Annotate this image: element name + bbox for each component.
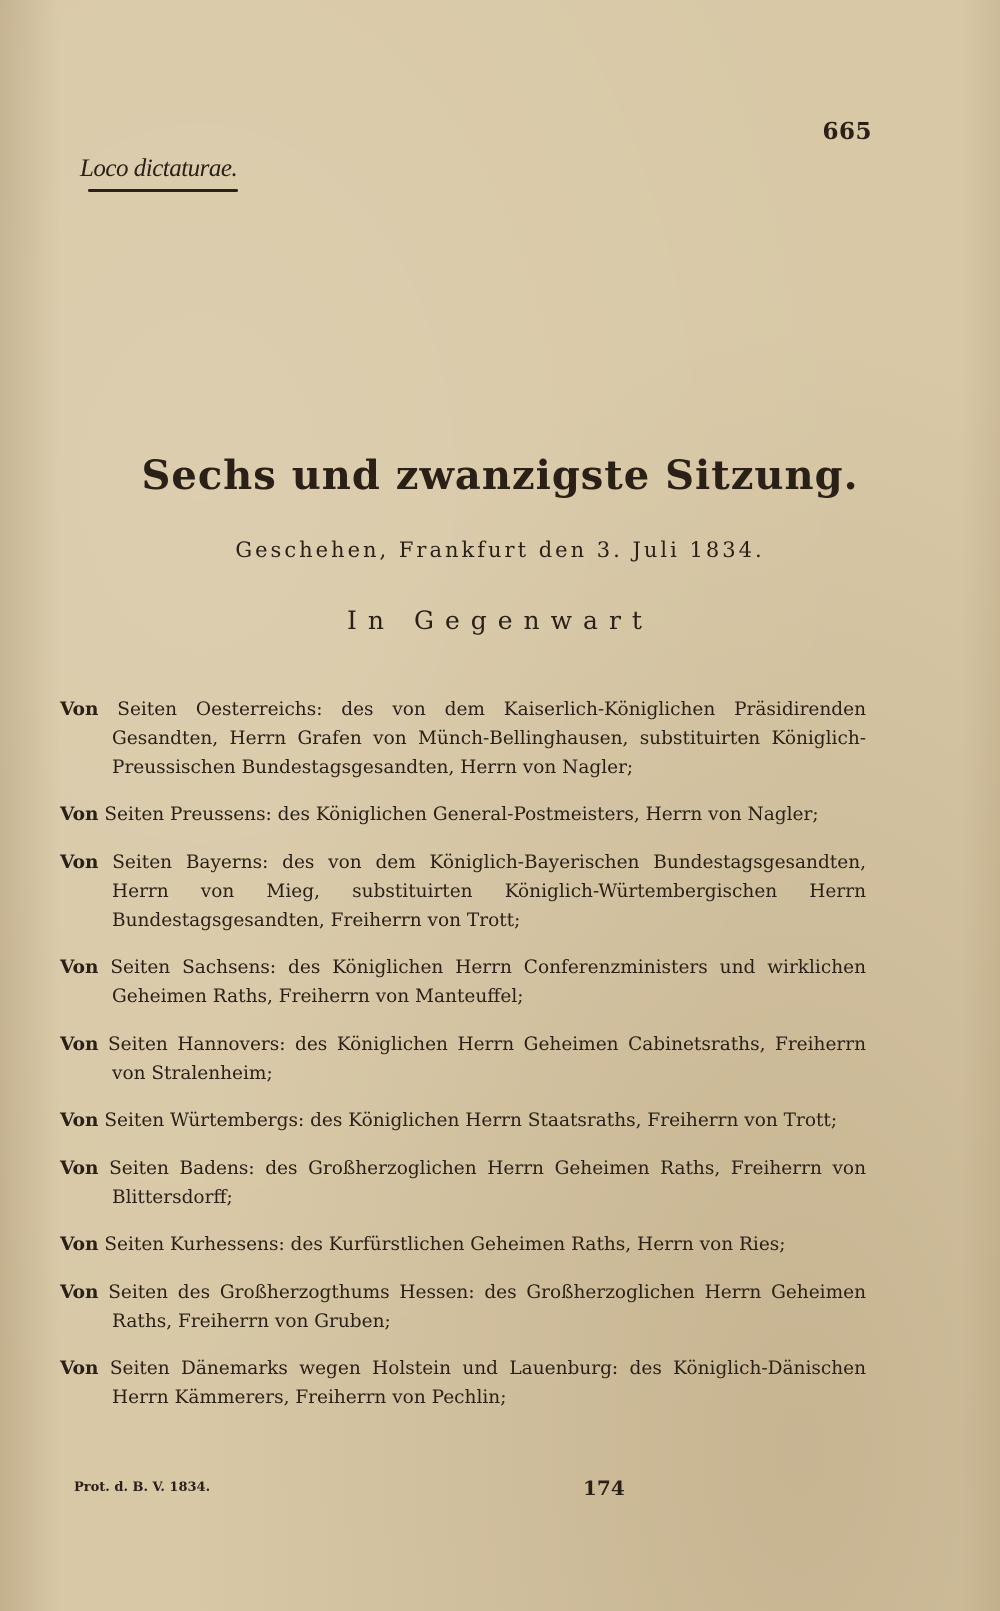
attendance-entry-preussen <box>60 800 866 829</box>
loco-dictaturae-note: Loco dictaturae. <box>80 155 238 182</box>
entry-text: Seiten Oesterreichs: des von dem Kaiserlich-Königlichen Präsidirenden Gesandten, Herrn Grafen von Münch-Bellinghausen, substituirten Königlich-Preussischen Bundestagsgesandten, Herrn von Nagler; <box>112 698 866 778</box>
entry-prefix: Von <box>60 804 99 825</box>
attendance-entry-hannover <box>60 1030 866 1088</box>
entry-prefix: Von <box>60 1234 99 1255</box>
entry-prefix: Von <box>60 851 99 873</box>
entry-text: Seiten Dänemarks wegen Holstein und Lauenburg: des Königlich-Dänischen Herrn Kämmerers, Freiherrn von Pechlin; <box>109 1358 866 1408</box>
entry-text: Seiten Preussens: des Königlichen General-Postmeisters, Herrn von Nagler; <box>104 804 819 825</box>
loco-underline <box>88 189 238 192</box>
entry-prefix: Von <box>60 1358 99 1379</box>
dateline: Geschehen, Frankfurt den 3. Juli 1834. <box>235 538 765 562</box>
session-title: Sechs und zwanzigste Sitzung. <box>141 452 859 499</box>
entry-text: Seiten Bayerns: des von dem Königlich-Bayerischen Bundestagsgesandten, Herrn von Mieg, substituirten Königlich-Würtembergischen Herrn Bundestagsgesandten, Freiherrn von Trott; <box>112 851 866 931</box>
page-number: 665 <box>822 118 872 145</box>
attendance-entry-wuertemberg <box>60 1106 866 1135</box>
sheet-number: 174 <box>583 1476 625 1500</box>
entry-text: Seiten Kurhessens: des Kurfürstlichen Geheimen Raths, Herrn von Ries; <box>104 1234 786 1255</box>
presence-heading: In Gegenwart <box>347 606 653 635</box>
attendance-entry-daenemark <box>60 1354 866 1412</box>
entry-text: Seiten des Großherzogthums Hessen: des Großherzoglichen Herrn Geheimen Raths, Freiherrn von Gruben; <box>108 1281 866 1332</box>
entry-prefix: Von <box>60 698 99 720</box>
attendance-list <box>60 676 866 1427</box>
attendance-entry-hessen <box>60 1278 866 1336</box>
attendance-entry-kurhessen <box>60 1230 866 1259</box>
entry-prefix: Von <box>60 1157 99 1179</box>
attendance-entry-baden <box>60 1154 866 1212</box>
entry-prefix: Von <box>60 1033 99 1055</box>
entry-prefix: Von <box>60 1281 99 1303</box>
entry-text: Seiten Sachsens: des Königlichen Herrn Conferenzministers und wirklichen Geheimen Raths, Freiherrn von Manteuffel; <box>110 957 866 1007</box>
attendance-entry-bayern <box>60 848 866 935</box>
entry-prefix: Von <box>60 1110 99 1131</box>
entry-prefix: Von <box>60 957 99 978</box>
entry-text: Seiten Hannovers: des Königlichen Herrn Geheimen Cabinetsraths, Freiherrn von Stralenheim; <box>108 1033 866 1084</box>
attendance-entry-sachsen <box>60 953 866 1011</box>
attendance-entry-oesterreich <box>60 695 866 782</box>
entry-text: Seiten Würtembergs: des Königlichen Herrn Staatsraths, Freiherrn von Trott; <box>104 1110 838 1131</box>
entry-text: Seiten Badens: des Großherzoglichen Herrn Geheimen Raths, Freiherrn von Blittersdorff; <box>109 1157 866 1208</box>
printer-signature: Prot. d. B. V. 1834. <box>74 1480 211 1495</box>
